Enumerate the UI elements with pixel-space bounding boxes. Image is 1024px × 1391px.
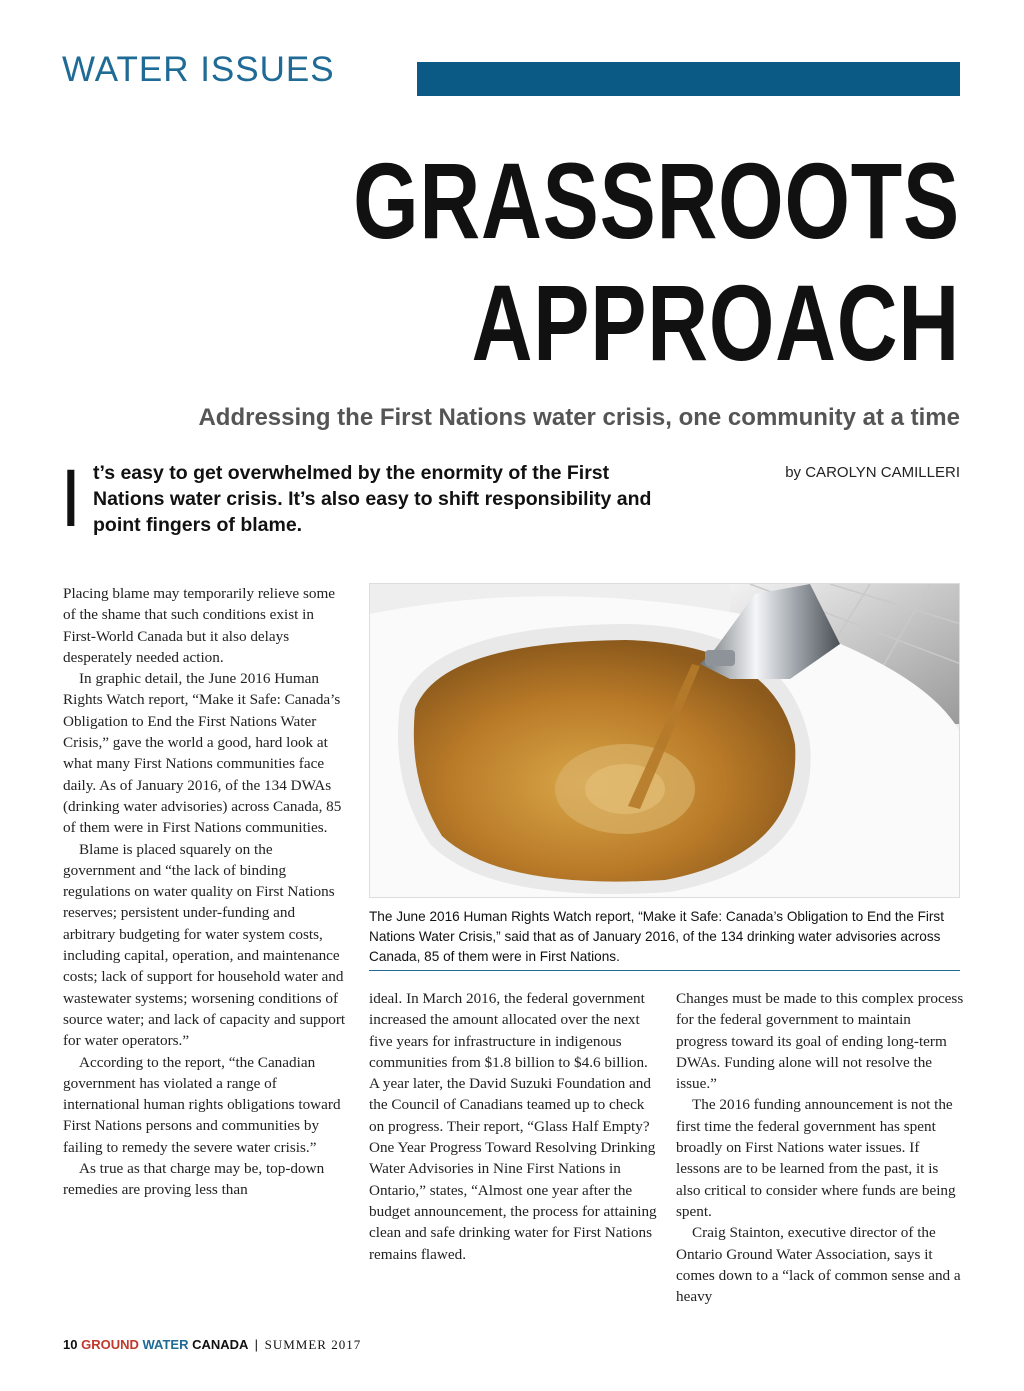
body-column-2	[369, 988, 659, 1265]
caption-divider	[369, 970, 960, 971]
page-number: 10	[63, 1337, 78, 1352]
magazine-name-canada: CANADA	[192, 1337, 248, 1352]
drop-cap: I	[64, 453, 78, 544]
headline-line-2: APPROACH	[471, 262, 960, 383]
body-column-3	[676, 988, 966, 1307]
paragraph: ideal. In March 2016, the federal government increased the amount allocated over the next five years for infrastructure in indigenous communities from $1.8 billion to $4.6 billion. A year later, the David Suzuki Foundation and the Council of Canadians teamed up to check on progress. Their report, “Glass Half Empty? One Year Progress Toward Resolving Drinking Water Advisories in Nine First Nations in Ontario,” states, “Almost one year after the budget announcement, the process for attaining clean and safe drinking water for First Nations remains flawed.	[369, 990, 657, 1263]
footer-separator: |	[254, 1337, 258, 1352]
paragraph: Blame is placed squarely on the government and “the lack of binding regulations on water quality on First Nations reserves; persistent under-funding and arbitrary budgeting for water system costs, including capital, operation, and maintenance costs; lack of support for household water and wastewater systems; worsening conditions of source water; and lack of capacity and support for water operators.”	[63, 840, 346, 1050]
section-bar	[417, 62, 960, 96]
photo-caption: The June 2016 Human Rights Watch report, “Make it Safe: Canada’s Obligation to End the First Nations Water Crisis,” said that as of January 2016, of the 134 drinking water advisories across Canada, 85 of them were in First Nations.	[369, 909, 945, 964]
headline	[274, 140, 960, 384]
section-label: WATER ISSUES	[62, 50, 335, 89]
paragraph: The 2016 funding announcement is not the first time the federal government has spent broadly on First Nations water issues. If lessons are to be learned from the past, it is also critical to consider where funds are being spent.	[676, 1096, 956, 1220]
paragraph: In graphic detail, the June 2016 Human Rights Watch report, “Make it Safe: Canada’s Obligation to End the First Nations Water Crisis,” gave the world a good, hard look at what many First Nations communities face daily. As of January 2016, of the 134 DWAs (drinking water advisories) across Canada, 85 of them were in First Nations communities.	[63, 670, 342, 837]
paragraph: According to the report, “the Canadian government has violated a range of international human rights obligations toward First Nations persons and communities by failing to remedy the severe water crisis.”	[63, 1053, 341, 1156]
lede-paragraph: t’s easy to get overwhelmed by the enormity of the First Nations water crisis. It’s also easy to shift responsibility and point fingers of blame.	[93, 462, 652, 536]
page-footer	[63, 1337, 361, 1353]
paragraph: As true as that charge may be, top-down remedies are proving less than	[63, 1160, 325, 1199]
headline-line-1: GRASSROOTS	[353, 140, 960, 261]
deck-subtitle: Addressing the First Nations water crisis, one community at a time	[198, 404, 960, 431]
magazine-name-ground: GROUND	[81, 1337, 139, 1352]
sink-illustration	[370, 584, 960, 898]
paragraph: Changes must be made to this complex process for the federal government to maintain progress toward its goal of ending long-term DWAs. Funding alone will not resolve the issue.”	[676, 990, 964, 1093]
photo-brown-water-in-sink	[369, 583, 960, 898]
byline: by CAROLYN CAMILLERI	[785, 464, 960, 481]
body-column-1	[63, 583, 348, 1201]
paragraph: Craig Stainton, executive director of the Ontario Ground Water Association, says it comes down to a “lack of common sense and a heavy	[676, 1224, 961, 1306]
paragraph: Placing blame may temporarily relieve some of the shame that such conditions exist in First-World Canada but it also delays desperately needed action.	[63, 585, 336, 666]
magazine-name-water: WATER	[142, 1337, 189, 1352]
issue-date: SUMMER 2017	[264, 1337, 362, 1352]
